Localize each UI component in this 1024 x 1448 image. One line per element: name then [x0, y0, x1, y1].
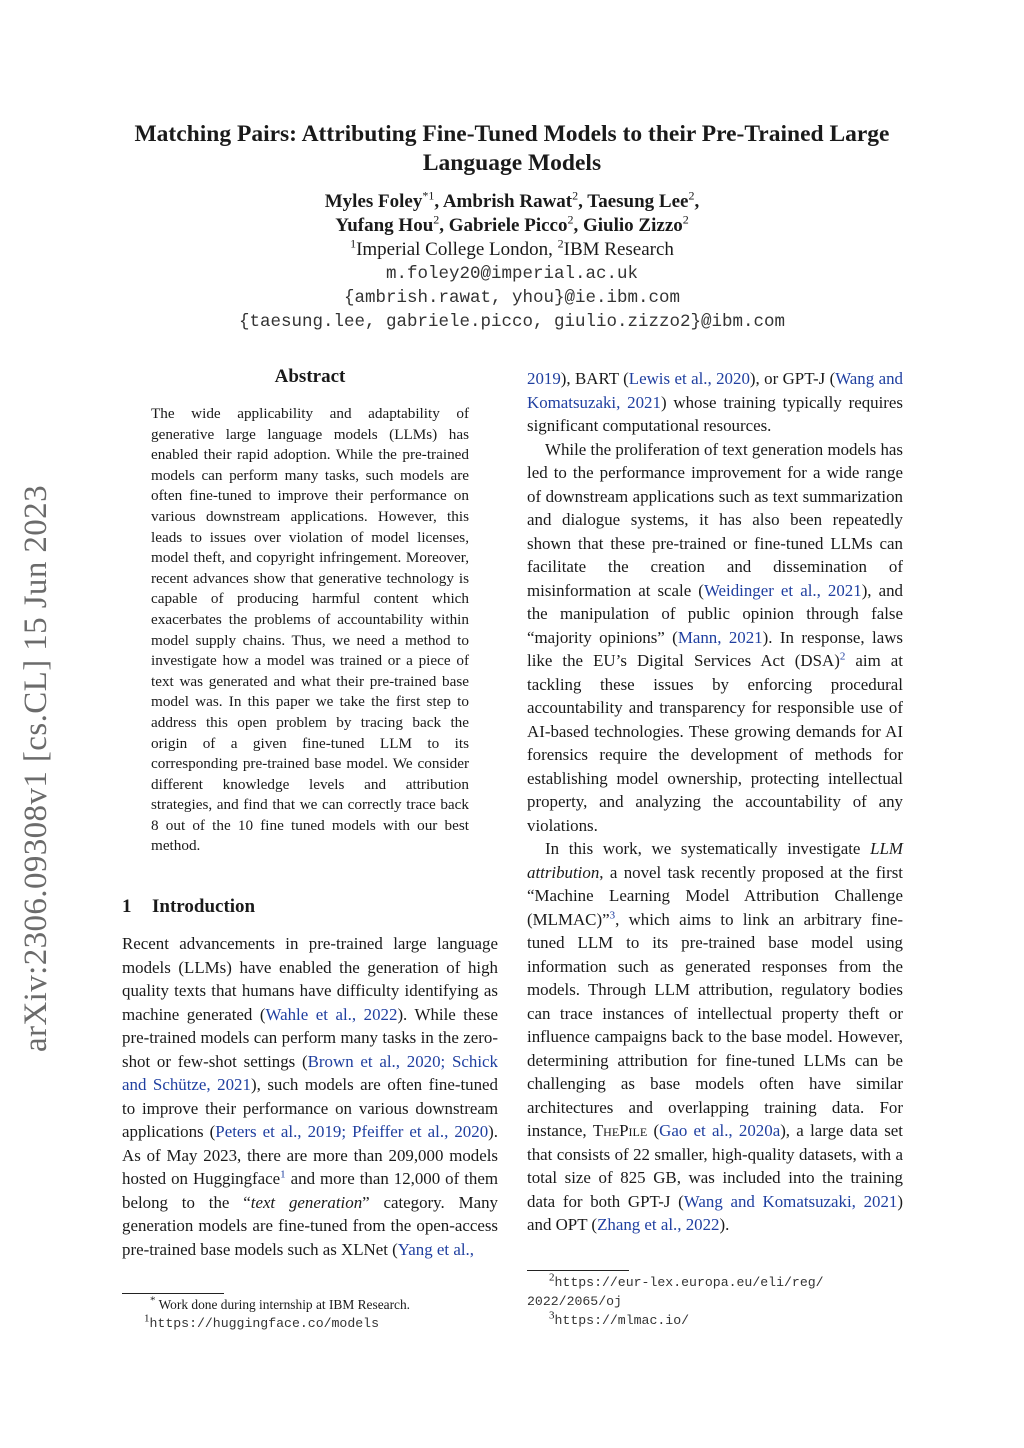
footnote-url[interactable]: https://eur-lex.europa.eu/eli/reg/ [554, 1275, 824, 1290]
section-heading-introduction [122, 896, 255, 918]
footnote-mark[interactable]: 2 [839, 650, 846, 663]
paper-title [110, 120, 914, 178]
footnote-2: $^2$https://eur-lex.europa.eu/eli/reg/ [549, 1271, 824, 1290]
citation-link[interactable]: Wahle et al., 2022 [265, 1004, 398, 1024]
author-affil-mark: 2 [682, 212, 689, 227]
email-line-1: m.foley20@imperial.ac.uk [385, 264, 639, 284]
section-title: Introduction [152, 896, 256, 917]
footnote-rule [527, 1270, 629, 1271]
footnote-rule [122, 1293, 224, 1294]
citation-link[interactable]: 2019 [527, 369, 561, 388]
affiliations: $^1$Imperial College London, $^2$IBM Research [350, 236, 674, 260]
citation-link[interactable]: Mann, 2021 [677, 627, 763, 647]
author-line-2: Yufang Hou$^2$, Gabriele Picco$^2$, Giulio Zizzo$^2$ [335, 212, 689, 236]
intro-paragraph-3: In this work, we systematically investigate LLM attribution, a novel task recently proposed at the first “Machine Learning Model Attribution Challenge (MLMAC)”$^3$, which aims to link an arbitrary fine-tuned LLM to its pre-trained base model using information such as generated responses from the models. Through LLM attribution, regulatory bodies can trace instances of intellectual property theft or influence campaigns back to the base model. However, determining attribution for fine-tuned LLMs can be challenging as base models often have similar architectures and overlapping training data. For instance, ThePile (Gao et al., 2020a), a large data set that consists of 22 smaller, high-quality datasets, with a total size of 825 GB, was included into the training data for both GPT-J (Wang and Komatsuzaki, 2021) and OPT (Zhang et al., 2022). [527, 839, 903, 1234]
email-line-3: {taesung.lee, gabriele.picco, giulio.zizzo2}@ibm.com [238, 312, 786, 332]
intro-paragraph-1: Recent advancements in pre-trained large language models (LLMs) have enabled the generation of high quality texts that humans have difficulty identifying as machine generated (Wahle et al., 2022). While these pre-trained models can perform many tasks in the zero-shot or few-shot settings (Brown et al., 2020; Schick and Schütze, 2021), such models are often fine-tuned to improve their performance on various downstream applications (Peters et al., 2019; Pfeiffer et al., 2020). As of May 2023, there are more than 209,000 models hosted on Huggingface$^1$ and more than 12,000 of them belong to the “text generation” category. Many generation models are fine-tuned from the open-access pre-trained base models such as XLNet (Yang et al., [122, 934, 498, 1259]
citation-link[interactable]: Brown et al., 2020; Schick and Schütze, 2021 [122, 1051, 498, 1094]
intro-right-column [527, 367, 903, 1237]
author-name: Myles Foley [324, 191, 423, 212]
author-name: Ambrish Rawat [442, 191, 573, 212]
author-affil-mark: 2 [433, 212, 440, 227]
citation-link[interactable]: Lewis et al., 2020 [628, 369, 750, 388]
arxiv-sidebar-id: arXiv:2306.09308v1 [cs.CL] 15 Jun 2023 [18, 485, 54, 1052]
author-name: Gabriele Picco [448, 215, 568, 236]
author-name: Giulio Zizzo [583, 215, 683, 236]
abstract-text: The wide applicability and adaptability of generative large language models (LLMs) has enabled their rapid adoption. While the pre-trained models can perform many tasks, such models are often fine-tuned to improve their performance on various downstream applications. However, this leads to issues over violation of model licenses, model theft, and copyright infringement. Moreover, recent advances show that generative technology is capable of producing harmful content which exacerbates the problems of accountability within model supply chains. Thus, we need a method to investigate how a model was trained or a piece of text was generated and what their pre-trained base model was. In this paper we take the first step to address this open problem by tracing back the origin of a given fine-tuned LLM to its corresponding pre-trained base model. We consider different knowledge levels and attribution strategies, and find that we can correctly trace back 8 out of the 10 fine tuned models with our best method. [151, 405, 469, 855]
footnote-1: $^1$https://huggingface.co/models [144, 1312, 379, 1331]
citation-link[interactable]: Peters et al., 2019; Pfeiffer et al., 2020 [215, 1122, 489, 1141]
footnote-2-cont [527, 1292, 903, 1311]
section-number: 1 [122, 896, 132, 917]
author-affil-mark: 2 [688, 188, 695, 203]
footnote-mark[interactable]: 1 [280, 1168, 286, 1181]
citation-link[interactable]: Wang and Komatsuzaki, 2021 [683, 1191, 898, 1211]
footnote-3: $^3$https://mlmac.io/ [549, 1309, 690, 1328]
intro-left-column [122, 932, 498, 1261]
author-affil-mark: 2 [572, 188, 579, 203]
author-line-1: Myles Foley$^{*1}$, Ambrish Rawat$^2$, Taesung Lee$^2$, [324, 188, 700, 212]
intro-paragraph-2: While the proliferation of text generation models has led to the performance improvement for a wide range of downstream applications such as text summarization and dialogue systems, it has also been repeatedly shown that these pre-trained or fine-tuned LLMs can facilitate the creation and dissemination of misinformation at scale (Weidinger et al., 2021), and the manipulation of public opinion through false “majority opinions” (Mann, 2021). In response, laws like the EU’s Digital Services Act (DSA)$^2$ aim at tackling these issues by enforcing procedural accountability and transparency for responsible use of AI-based technologies. These growing demands for AI forensics require the development of methods for establishing model ownership, protecting intellectual property, and analyzing the accountability of any violations. [527, 439, 903, 835]
author-name: Taesung Lee [587, 191, 689, 212]
author-block [110, 190, 914, 334]
email-line-2: {ambrish.rawat, yhou}@ie.ibm.com [343, 288, 681, 308]
author-affil-mark: *1 [422, 188, 435, 203]
footnote-star: * Work done during internship at IBM Research. [150, 1294, 411, 1312]
citation-link[interactable]: Yang et al., [397, 1239, 474, 1259]
abstract-heading: Abstract [274, 366, 346, 387]
title-line-1: Matching Pairs: Attributing Fine-Tuned Models to their Pre-Trained Large [134, 121, 890, 147]
footnote-url[interactable]: https://mlmac.io/ [554, 1313, 690, 1328]
author-name: Yufang Hou [335, 215, 434, 236]
footnote-url[interactable]: 2022/2065/oj [527, 1294, 622, 1309]
citation-link[interactable]: Weidinger et al., 2021 [703, 580, 862, 600]
citation-link[interactable]: Gao et al., 2020a [659, 1121, 781, 1140]
footnote-url[interactable]: https://huggingface.co/models [149, 1316, 379, 1331]
citation-link[interactable]: Zhang et al., 2022 [597, 1215, 720, 1234]
citation-link[interactable]: Wang and Komatsuzaki, 2021 [527, 369, 903, 412]
left-footnotes [122, 1293, 498, 1333]
footnote-mark[interactable]: 3 [609, 908, 616, 921]
title-line-2: Language Models [422, 150, 602, 176]
right-footnotes [527, 1270, 903, 1330]
author-affil-mark: 2 [567, 212, 574, 227]
intro-paragraph-1-cont: 2019), BART (Lewis et al., 2020), or GPT-J (Wang and Komatsuzaki, 2021) whose training typically requires significant computational resources. [527, 369, 903, 435]
